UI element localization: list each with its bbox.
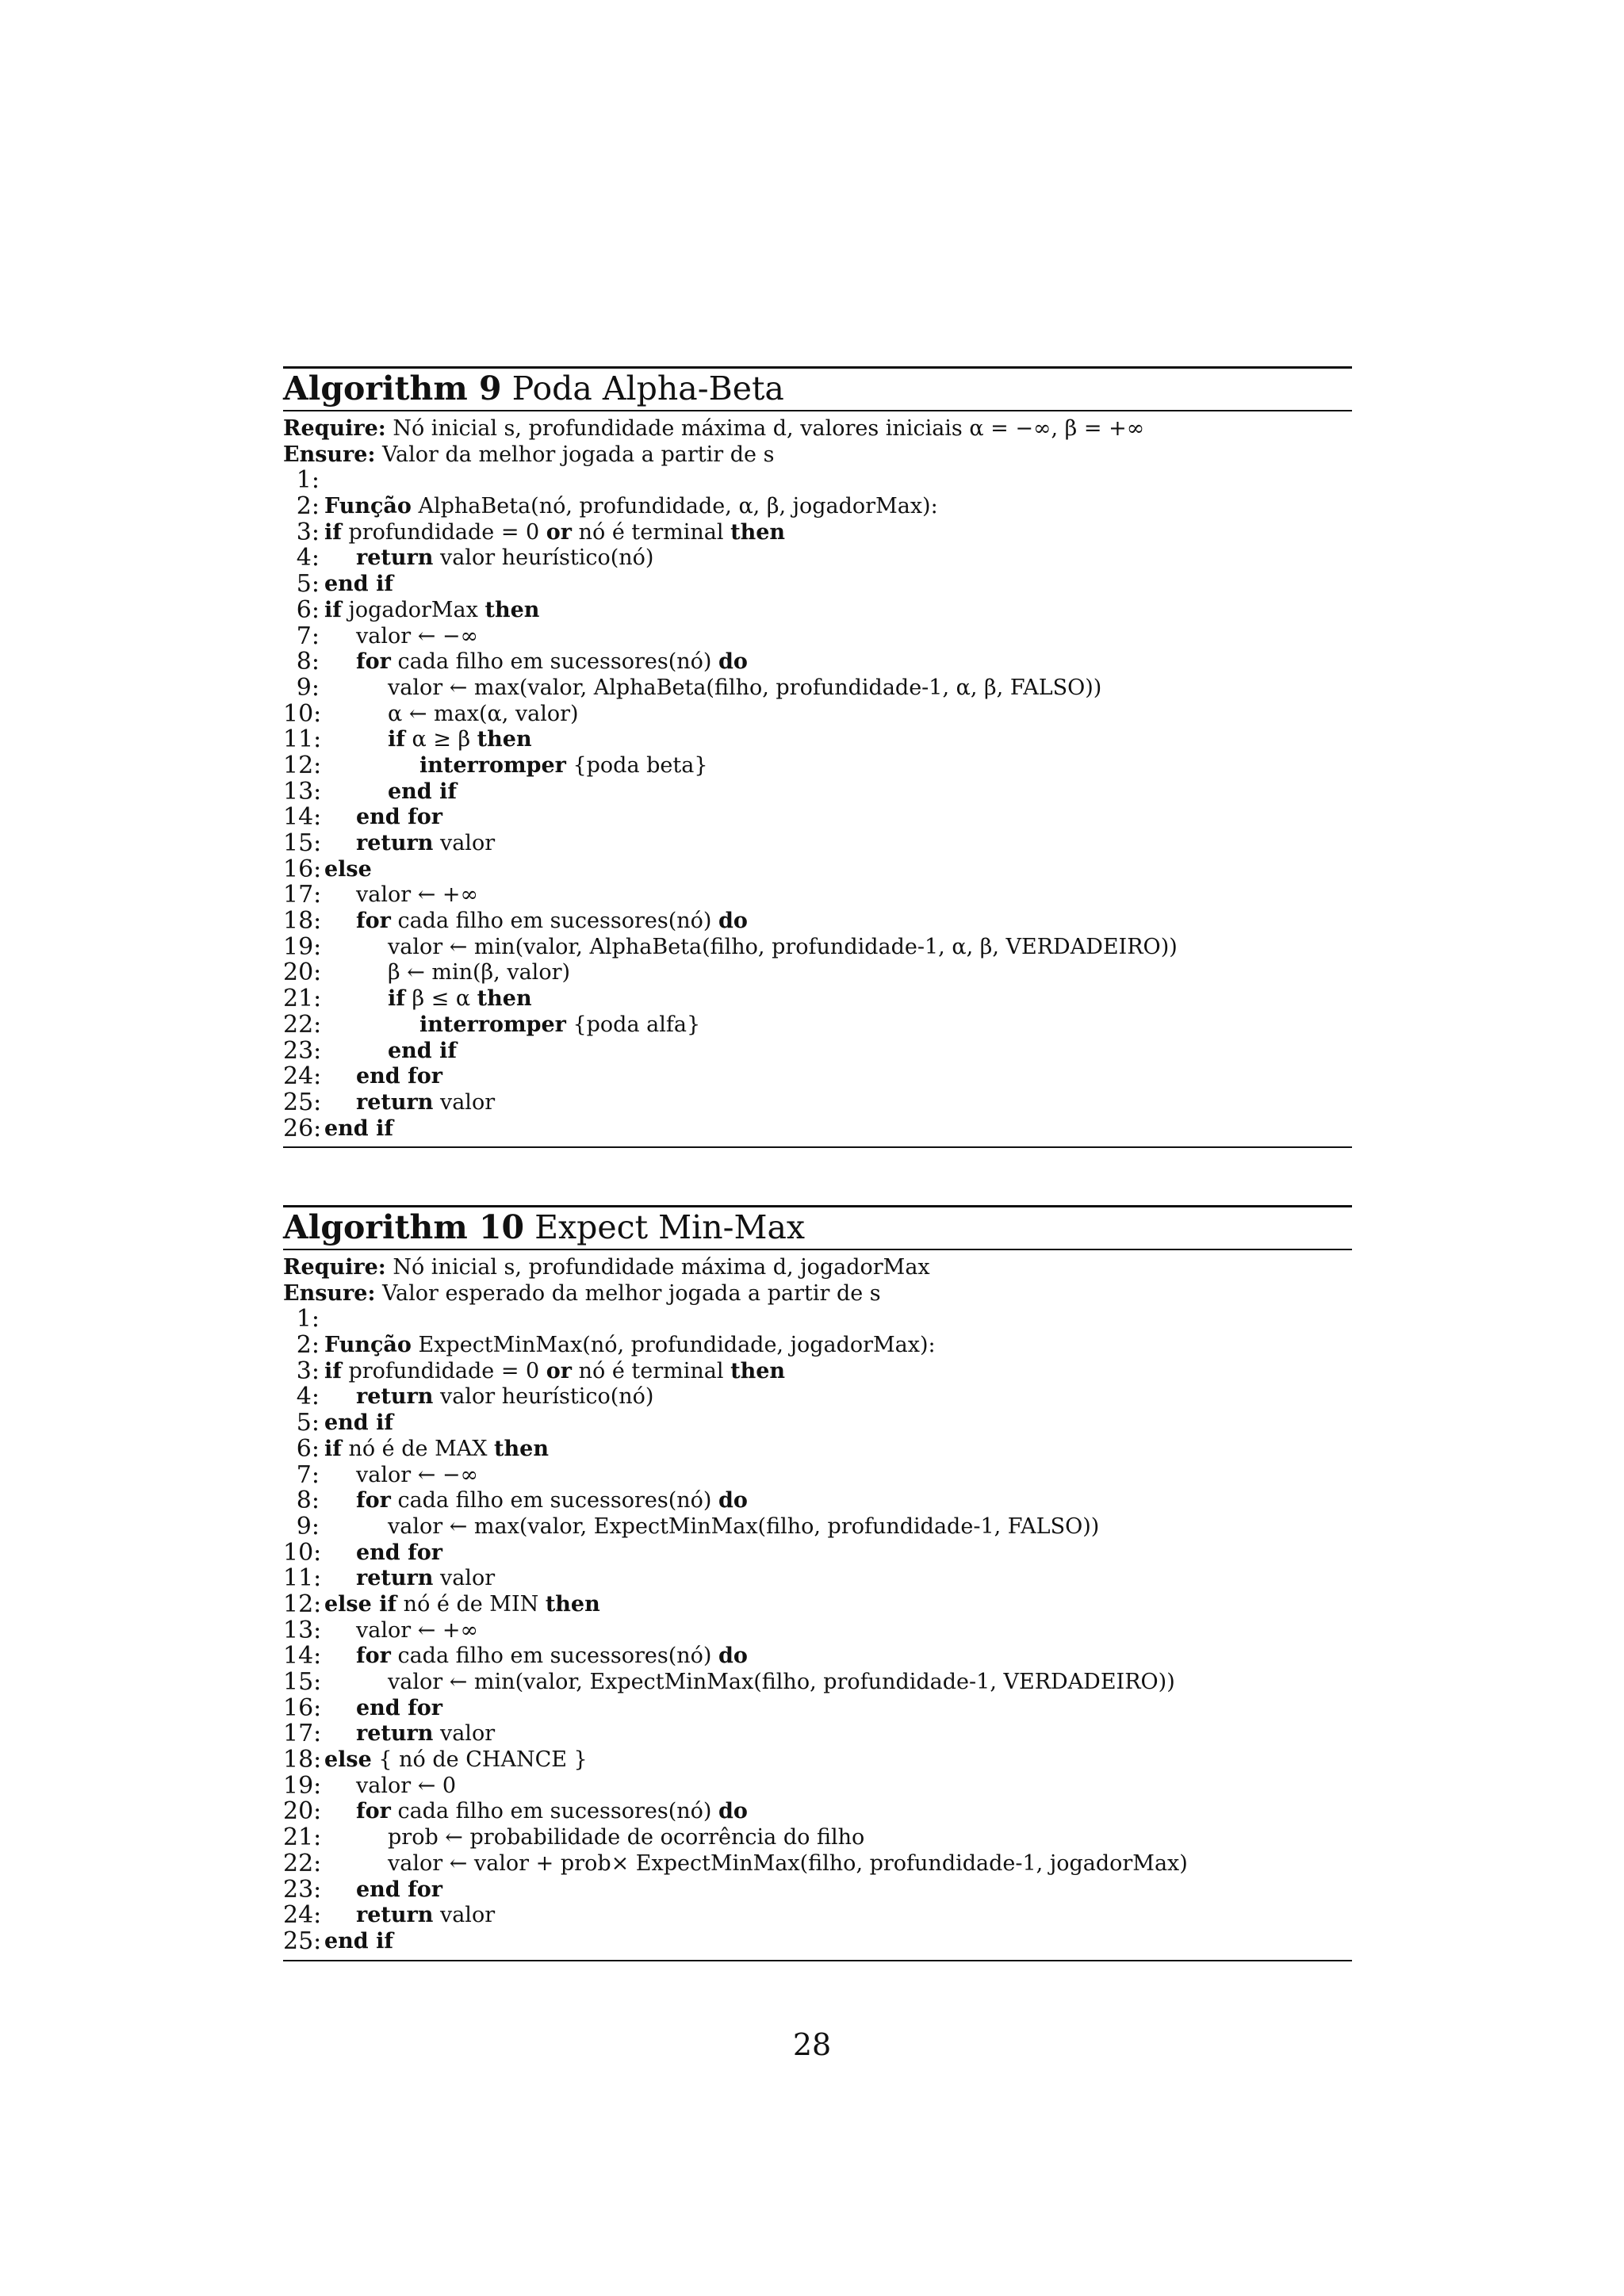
code-text: Nó inicial s, profundidade máxima d, jogadorMax — [385, 1255, 930, 1280]
line-content — [356, 1696, 442, 1722]
algorithm-title: Expect Min-Max — [534, 1208, 806, 1246]
keyword: end if — [324, 1410, 393, 1436]
code-line — [283, 572, 1352, 598]
line-content — [356, 1618, 478, 1644]
keyword: return — [356, 1903, 434, 1928]
code-text: {poda alfa} — [565, 1012, 701, 1037]
algorithm-block-9 — [283, 366, 1352, 1148]
line-number: 13: — [283, 1616, 322, 1644]
keyword: Ensure: — [283, 1280, 376, 1306]
keyword: for — [356, 909, 391, 934]
code-line — [283, 1333, 1352, 1359]
code-line — [283, 960, 1352, 986]
code-text: profundidade = 0 — [341, 519, 546, 545]
code-line — [283, 649, 1352, 675]
keyword: then — [545, 1591, 600, 1617]
line-number: 17: — [283, 881, 322, 909]
code-text: α ≥ β — [404, 727, 477, 752]
require-ensure-line — [283, 1255, 1352, 1281]
line-content — [324, 1410, 393, 1437]
code-line — [283, 1488, 1352, 1514]
line-content — [388, 986, 532, 1012]
keyword: return — [356, 831, 434, 855]
code-line — [283, 857, 1352, 883]
line-number: 16: — [283, 1693, 322, 1722]
code-text: valor — [433, 1089, 496, 1115]
keyword: else — [324, 1747, 372, 1773]
code-text: {poda beta} — [565, 752, 708, 778]
code-line — [283, 1903, 1352, 1929]
line-content — [356, 545, 653, 572]
line-number: 1: — [296, 1305, 320, 1334]
keyword: if — [324, 597, 342, 622]
algorithm-caption — [283, 1207, 1352, 1249]
code-text: cada filho em sucessores(nó) — [390, 1799, 719, 1824]
line-content — [356, 649, 748, 675]
code-line — [283, 909, 1352, 935]
code-text: cada filho em sucessores(nó) — [390, 909, 719, 934]
code-line — [283, 1825, 1352, 1851]
code-text: nó é terminal — [572, 519, 731, 545]
code-line — [283, 1307, 1352, 1333]
line-content — [324, 1437, 549, 1463]
code-text: AlphaBeta(nó, profundidade, α, β, jogadorMax): — [411, 494, 938, 519]
line-number: 24: — [283, 1062, 322, 1091]
algorithm-label: Algorithm 9 — [283, 369, 502, 408]
line-content — [324, 572, 393, 598]
keyword: for — [356, 1799, 391, 1824]
line-number: 19: — [283, 932, 322, 961]
keyword: return — [356, 1566, 434, 1591]
line-content — [324, 1333, 936, 1359]
line-number: 9: — [296, 673, 320, 702]
keyword: return — [356, 1089, 434, 1115]
code-line — [283, 468, 1352, 494]
line-content — [388, 1825, 864, 1851]
line-number: 21: — [283, 985, 322, 1013]
code-line — [283, 986, 1352, 1012]
code-text: nó é de MAX — [341, 1436, 495, 1461]
page-number: 28 — [792, 2027, 832, 2062]
keyword: do — [718, 909, 748, 934]
keyword: then — [494, 1436, 549, 1461]
code-line — [283, 1036, 1352, 1065]
code-line — [283, 1851, 1352, 1877]
keyword: do — [718, 649, 748, 675]
code-line — [283, 831, 1352, 857]
algorithm-body — [283, 1250, 1352, 1960]
line-content — [324, 1747, 588, 1774]
algorithm-body — [283, 411, 1352, 1146]
code-text: Nó inicial s, profundidade máxima d, valores iniciais α = −∞, β = +∞ — [385, 416, 1145, 441]
line-content — [388, 675, 1101, 702]
code-line — [283, 1460, 1352, 1489]
code-text: valor ← +∞ — [356, 882, 479, 908]
line-content — [356, 1566, 495, 1592]
code-text: valor — [433, 831, 496, 855]
code-line — [283, 1566, 1352, 1592]
line-content — [388, 1670, 1175, 1696]
line-number: 9: — [296, 1512, 320, 1540]
code-text: valor heurístico(nó) — [433, 545, 654, 571]
code-text: valor heurístico(nó) — [433, 1384, 654, 1410]
keyword: end if — [388, 1038, 457, 1063]
line-content — [356, 1488, 748, 1514]
keyword: end if — [324, 1115, 393, 1141]
line-content — [388, 779, 457, 806]
keyword: end for — [356, 1064, 442, 1089]
code-line — [283, 882, 1352, 909]
code-text: valor ← max(valor, AlphaBeta(filho, profundidade-1, α, β, FALSO)) — [388, 675, 1102, 700]
code-line — [283, 1799, 1352, 1825]
code-line — [283, 1064, 1352, 1090]
keyword: or — [546, 519, 573, 545]
keyword: end if — [388, 779, 457, 804]
line-number: 3: — [296, 1357, 320, 1385]
code-line — [283, 805, 1352, 831]
keyword: else — [324, 856, 372, 882]
line-number: 4: — [296, 544, 320, 572]
code-text: valor ← +∞ — [356, 1617, 479, 1643]
keyword: end for — [356, 1695, 442, 1720]
code-line — [283, 1384, 1352, 1410]
line-number: 12: — [283, 751, 322, 779]
keyword: interromper — [419, 752, 566, 778]
code-line — [283, 699, 1352, 728]
line-content — [356, 882, 478, 909]
line-content — [356, 1644, 748, 1670]
line-content — [419, 753, 708, 779]
line-number: 14: — [283, 1642, 322, 1670]
line-content — [388, 1039, 457, 1065]
line-content — [388, 702, 579, 728]
line-content — [419, 1012, 700, 1039]
keyword: or — [546, 1358, 573, 1383]
code-line — [283, 1747, 1352, 1774]
keyword: return — [356, 545, 434, 571]
keyword: Require: — [283, 416, 386, 441]
code-line — [283, 1359, 1352, 1385]
line-content — [324, 1116, 393, 1142]
line-content — [356, 1540, 442, 1567]
line-content — [324, 598, 539, 624]
keyword: if — [388, 986, 405, 1012]
code-line — [283, 1877, 1352, 1904]
code-line — [283, 1540, 1352, 1567]
keyword: Função — [324, 1333, 412, 1358]
code-line — [283, 675, 1352, 702]
line-number: 22: — [283, 1849, 322, 1877]
line-number: 1: — [296, 466, 320, 495]
line-number: 22: — [283, 1010, 322, 1039]
line-content — [356, 1721, 495, 1747]
code-text: valor ← −∞ — [356, 623, 479, 649]
bottom-rule — [283, 1960, 1352, 1961]
keyword: for — [356, 1488, 391, 1513]
line-number: 25: — [283, 1927, 322, 1955]
line-content — [324, 857, 372, 883]
line-number: 7: — [296, 622, 320, 650]
code-line — [283, 779, 1352, 806]
line-number: 23: — [283, 1875, 322, 1904]
line-number: 5: — [296, 570, 320, 599]
line-number: 14: — [283, 803, 322, 832]
line-content — [324, 1359, 785, 1385]
code-line — [283, 1644, 1352, 1670]
code-line — [283, 1090, 1352, 1116]
line-number: 3: — [296, 518, 320, 546]
code-text: jogadorMax — [341, 597, 485, 622]
algorithm-label: Algorithm 10 — [283, 1208, 525, 1246]
line-content — [356, 1064, 442, 1090]
line-number: 10: — [283, 1538, 322, 1567]
code-text: Valor da melhor jogada a partir de s — [375, 442, 775, 467]
code-line — [283, 1693, 1352, 1722]
line-number: 11: — [283, 1564, 322, 1593]
code-text: ExpectMinMax(nó, profundidade, jogadorMax): — [411, 1333, 936, 1358]
line-content — [388, 935, 1178, 961]
line-number: 20: — [283, 1797, 322, 1826]
line-number: 6: — [296, 595, 320, 624]
keyword: do — [718, 1488, 748, 1513]
code-line — [283, 753, 1352, 779]
line-number: 5: — [296, 1409, 320, 1437]
line-number: 20: — [283, 959, 322, 987]
line-content — [388, 1514, 1099, 1540]
line-number: 2: — [296, 1331, 320, 1360]
keyword: end for — [356, 1540, 442, 1565]
keyword: if — [388, 727, 405, 752]
keyword: do — [718, 1799, 748, 1824]
keyword: return — [356, 1384, 434, 1410]
line-number: 19: — [283, 1771, 322, 1800]
line-content — [356, 1774, 456, 1800]
keyword: if — [324, 519, 342, 545]
line-number: 8: — [296, 648, 320, 676]
line-content — [283, 1281, 881, 1307]
code-line — [283, 494, 1352, 520]
algorithm-block-10 — [283, 1205, 1352, 1961]
line-content — [356, 1384, 653, 1410]
line-number: 26: — [283, 1114, 322, 1142]
require-ensure-line — [283, 1281, 1352, 1307]
require-ensure-line — [283, 416, 1352, 442]
keyword: end for — [356, 1877, 442, 1902]
line-number: 21: — [283, 1823, 322, 1852]
line-number: 8: — [296, 1487, 320, 1515]
line-number: 10: — [283, 699, 322, 728]
line-content — [356, 805, 442, 831]
code-line — [283, 1116, 1352, 1142]
code-text: valor ← max(valor, ExpectMinMax(filho, profundidade-1, FALSO)) — [388, 1513, 1100, 1539]
line-content — [356, 1799, 748, 1825]
keyword: Require: — [283, 1255, 386, 1280]
line-number: 17: — [283, 1720, 322, 1748]
line-number: 12: — [283, 1590, 322, 1618]
code-line — [283, 932, 1352, 961]
line-number: 18: — [283, 1746, 322, 1774]
code-text: β ≤ α — [404, 986, 477, 1012]
code-text: valor — [433, 1721, 496, 1747]
line-number: 25: — [283, 1088, 322, 1116]
line-content — [356, 1903, 495, 1929]
code-line — [283, 1929, 1352, 1955]
line-number: 6: — [296, 1434, 320, 1463]
code-text: Valor esperado da melhor jogada a partir de s — [375, 1280, 881, 1306]
keyword: for — [356, 649, 391, 675]
code-line — [283, 1670, 1352, 1696]
code-text: cada filho em sucessores(nó) — [390, 649, 719, 675]
line-number: 2: — [296, 492, 320, 521]
code-text: valor — [433, 1903, 496, 1928]
code-line — [283, 595, 1352, 624]
keyword: else if — [324, 1591, 397, 1617]
line-content — [283, 416, 1144, 442]
code-text: cada filho em sucessores(nó) — [390, 1488, 719, 1513]
code-line — [283, 1618, 1352, 1644]
line-number: 16: — [283, 855, 322, 883]
code-line — [283, 1410, 1352, 1437]
line-number: 7: — [296, 1460, 320, 1489]
keyword: end if — [324, 1928, 393, 1954]
keyword: then — [730, 519, 786, 545]
line-content — [356, 624, 478, 650]
line-content — [324, 520, 785, 546]
algorithm-title: Poda Alpha-Beta — [511, 369, 784, 408]
line-content — [388, 727, 532, 753]
code-line — [283, 545, 1352, 572]
keyword: Ensure: — [283, 442, 376, 467]
line-content — [356, 909, 748, 935]
code-line — [283, 1434, 1352, 1463]
code-text: nó é terminal — [572, 1358, 731, 1383]
line-content — [356, 1877, 442, 1904]
code-text: valor ← min(valor, AlphaBeta(filho, profundidade-1, α, β, VERDADEIRO)) — [388, 934, 1178, 959]
code-text: β ← min(β, valor) — [388, 960, 571, 985]
keyword: for — [356, 1644, 391, 1669]
code-text: valor ← min(valor, ExpectMinMax(filho, profundidade-1, VERDADEIRO)) — [388, 1670, 1175, 1694]
code-text: valor ← valor + prob× ExpectMinMax(filho, profundidade-1, jogadorMax) — [388, 1850, 1188, 1876]
keyword: then — [477, 727, 532, 752]
line-number: 13: — [283, 777, 322, 806]
code-text: valor — [433, 1566, 496, 1591]
line-number: 15: — [283, 1668, 322, 1696]
line-number: 24: — [283, 1901, 322, 1930]
code-line — [283, 1592, 1352, 1618]
keyword: then — [485, 597, 540, 622]
code-line — [283, 1721, 1352, 1747]
line-content — [324, 1929, 393, 1955]
line-content — [356, 1090, 495, 1116]
code-line — [283, 1771, 1352, 1800]
keyword: return — [356, 1721, 434, 1747]
keyword: Função — [324, 494, 412, 519]
line-content — [388, 960, 570, 986]
code-text: { nó de CHANCE } — [371, 1747, 588, 1773]
keyword: then — [477, 986, 532, 1012]
line-content — [324, 1592, 600, 1618]
code-line — [283, 727, 1352, 753]
line-number: 11: — [283, 725, 322, 754]
keyword: end for — [356, 805, 442, 830]
code-line — [283, 1012, 1352, 1039]
line-number: 15: — [283, 829, 322, 857]
line-number: 18: — [283, 907, 322, 936]
line-content — [283, 1255, 930, 1281]
require-ensure-line — [283, 442, 1352, 469]
code-text: nó é de MIN — [396, 1591, 546, 1617]
code-line — [283, 624, 1352, 650]
line-content — [388, 1851, 1188, 1877]
line-content — [356, 1463, 478, 1489]
keyword: do — [718, 1644, 748, 1669]
line-number: 23: — [283, 1036, 322, 1065]
algorithm-caption — [283, 369, 1352, 410]
code-line — [283, 520, 1352, 546]
code-text: α ← max(α, valor) — [388, 701, 579, 726]
code-line — [283, 1514, 1352, 1540]
line-content — [324, 494, 938, 520]
code-text: cada filho em sucessores(nó) — [390, 1644, 719, 1669]
code-text: valor ← −∞ — [356, 1462, 479, 1487]
line-content — [356, 831, 495, 857]
keyword: end if — [324, 572, 393, 597]
code-text: valor ← 0 — [356, 1773, 457, 1798]
keyword: interromper — [419, 1012, 566, 1037]
keyword: if — [324, 1436, 342, 1461]
bottom-rule — [283, 1146, 1352, 1148]
line-number: 4: — [296, 1383, 320, 1411]
line-content — [283, 442, 774, 469]
code-text: profundidade = 0 — [341, 1358, 546, 1383]
keyword: if — [324, 1358, 342, 1383]
keyword: then — [730, 1358, 786, 1383]
code-text: prob ← probabilidade de ocorrência do filho — [388, 1825, 865, 1850]
